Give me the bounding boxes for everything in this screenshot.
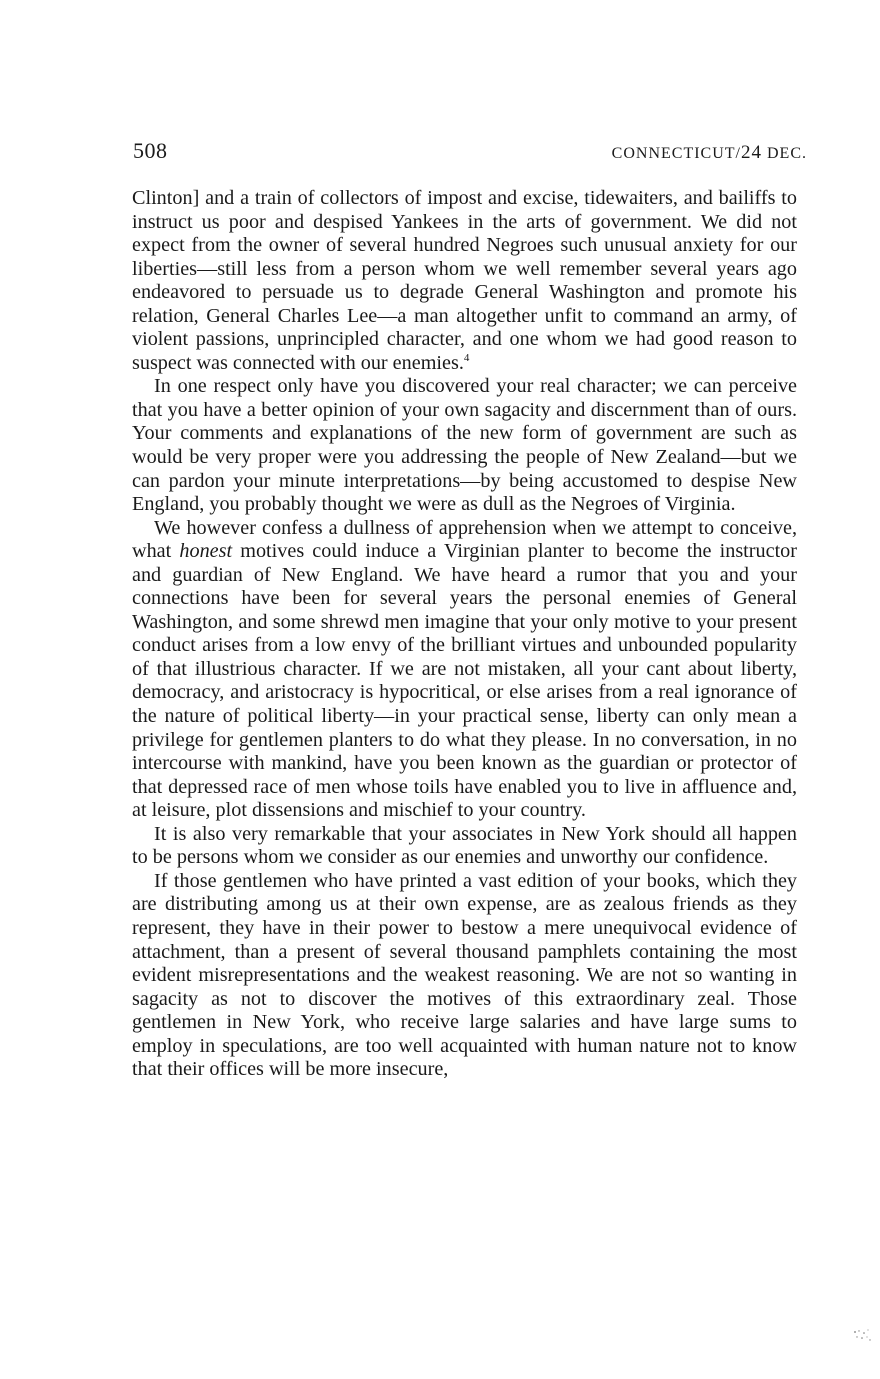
paragraph-text-end: motives could induce a Virginian planter to become the instructor and guardian of New England. We have heard a rumor that you and your connections have been for several years the personal enemies of General Washington, and some shrewd men imagine that your only motive to your present conduct arises from a low envy of the brilliant virtues and unbounded popularity of that illustrious character. If we are not mistaken, all your cant about liberty, democracy, and aristocracy is hypocritical, or else arises from a real ignorance of the nature of political liberty—in your practical sense, liberty can only mean a privilege for gentlemen planters to do what they please. In no conversation, in no intercourse with mankind, have you been known as the guardian or protector of that depressed race of men whose toils have enabled you to live in affluence and, at leisure, plot dissensions and mischief to your country.: [132, 540, 797, 822]
paragraph-4: [132, 823, 797, 870]
section-title: CONNECTICUT/: [611, 145, 741, 162]
section-date-month: DEC.: [762, 145, 807, 162]
section-heading: [612, 142, 807, 164]
body-text: [132, 187, 797, 1082]
footnote-reference: 4: [463, 351, 470, 364]
running-head: [133, 138, 807, 168]
paragraph-3: [132, 517, 797, 823]
paragraph-text: Clinton] and a train of collectors of impost and excise, tidewaiters, and bailiffs to instruct us poor and despised Yankees in the arts of government. We did not expect from the owner of several hundred Negroes such unusual anxiety for our liberties—still less from a person whom we well remember several years ago endeavored to persuade us to degrade General Washington and promote his relation, General Charles Lee—a man altogether unfit to command an army, of violent passions, unprincipled character, and one whom we had good reason to suspect was connected with our enemies.: [132, 187, 797, 374]
paragraph-1: [132, 187, 797, 375]
paragraph-5: [132, 870, 797, 1082]
page-number: 508: [133, 138, 168, 163]
paragraph-2: [132, 375, 797, 516]
paragraph-text: It is also very remarkable that your associates in New York should all happen to be persons whom we consider as our enemies and unworthy our confidence.: [132, 822, 797, 869]
section-date-day: 24: [741, 142, 762, 163]
paragraph-text: In one respect only have you discovered your real character; we can perceive that you have a better opinion of your own sagacity and discernment than of ours. Your comments and explanations of the new form of government are such as would be very proper were you addressing the people of New Zealand—but we can pardon your minute interpretations—by being accustomed to despise New England, you probably thought we were as dull as the Negroes of Virginia.: [132, 375, 797, 516]
emphasized-word: honest: [179, 540, 233, 563]
paragraph-text-start: We however confess a dullness of apprehension when we attempt to conceive, what: [132, 516, 797, 563]
scan-speck-mark: [852, 1328, 872, 1342]
paragraph-text: If those gentlemen who have printed a vast edition of your books, which they are distributing among us at their own expense, are as zealous friends as they represent, they have in their power to bestow a mere unequivocal evidence of attachment, than a present of several thousand pamphlets containing the most evident misrepresentations and the weakest reasoning. We are not so wanting in sagacity as not to discover the motives of this extraordinary zeal. Those gentlemen in New York, who receive large salaries and have large sums to employ in speculations, are too well acquainted with human nature not to know that their offices will be more insecure,: [132, 869, 797, 1081]
